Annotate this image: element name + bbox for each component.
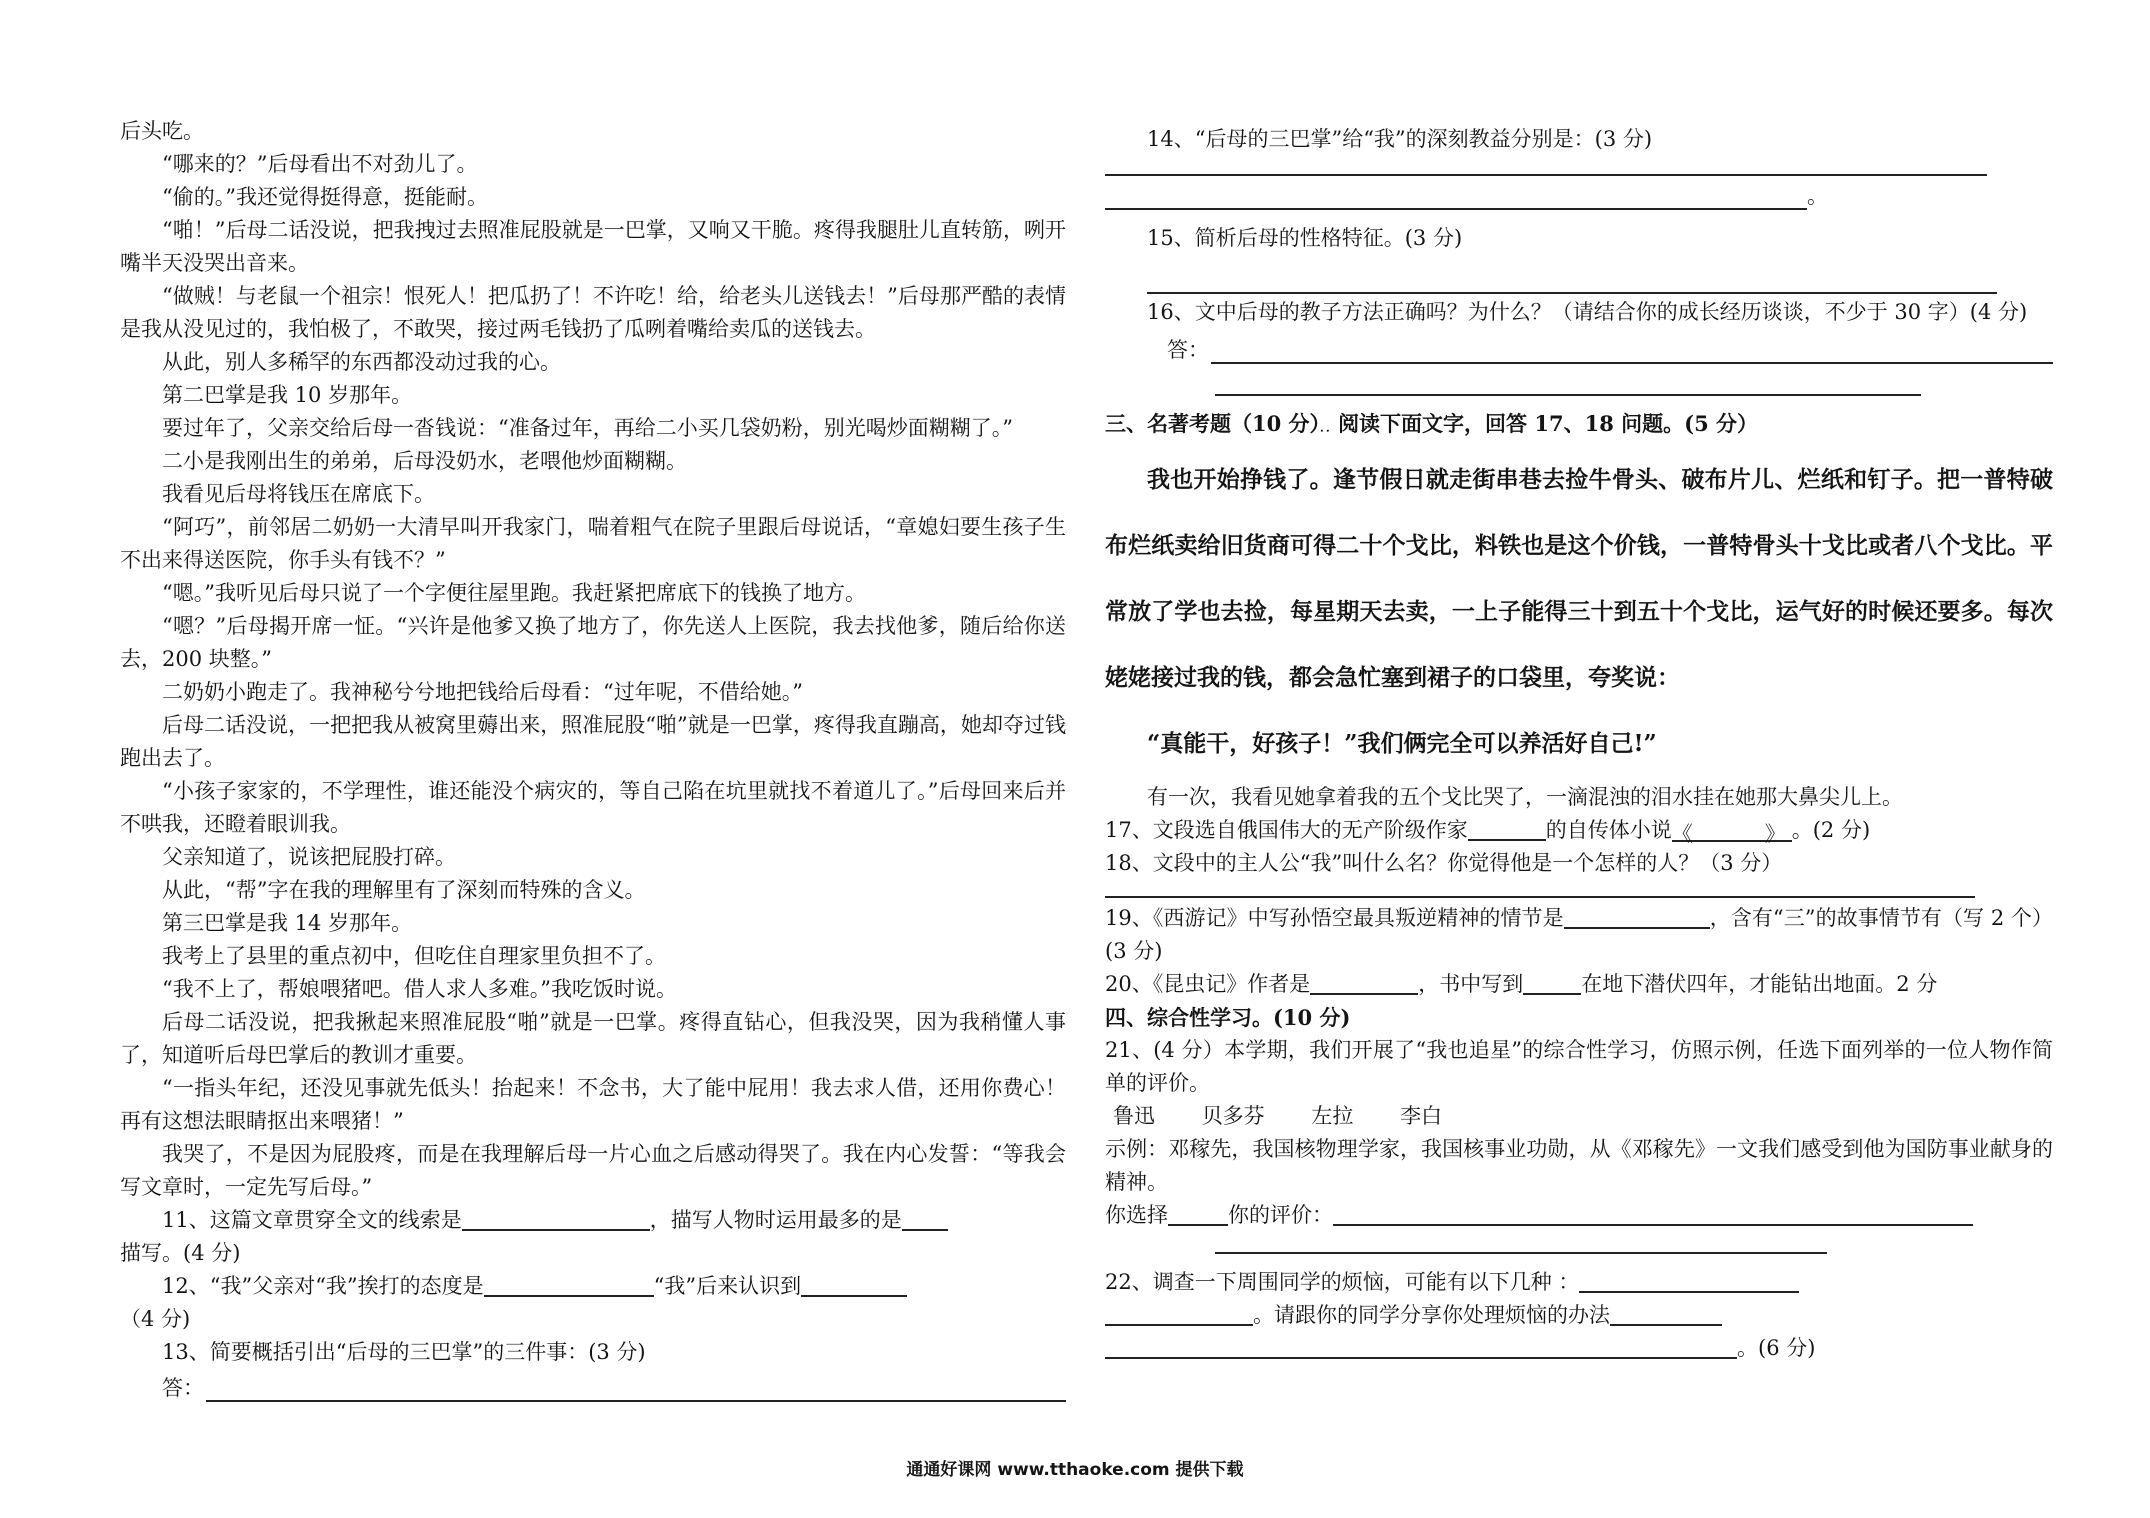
story-paragraph: 后头吃。 [120,119,204,143]
question-15: 15、简析后母的性格特征。(3 分) [1147,226,1463,250]
answer-line[interactable] [1105,156,1987,176]
story-paragraph: 我哭了，不是因为屁股疼，而是在我理解后母一片心血之后感动得哭了。我在内心发誓：“等我会写文章时，一定先写后母。” [120,1142,1066,1199]
section-4-heading: 四、综合性学习。(10 分) [1105,1005,1351,1030]
story-paragraph: “一指头年纪，还没见事就先低头！抬起来！不念书，大了能中屁用！我去求人借，还用你费心！再有这想法眼睛抠出来喂猪！” [120,1076,1066,1133]
answer-row-13: 答： [120,1369,1066,1402]
name-option[interactable]: 贝多芬 [1201,1104,1265,1128]
name-option[interactable]: 鲁迅 [1113,1104,1155,1128]
question-22-end: 。(6 分) [1105,1332,2053,1365]
story-paragraph: 我看见后母将钱压在席底下。 [162,482,435,506]
story-text [120,115,1066,1204]
question-12-cont: （4 分) [120,1307,191,1331]
story-paragraph: 要过年了，父亲交给后母一沓钱说：“准备过年，再给二小买几袋奶粉，别光喝炒面糊糊了。” [162,416,1013,440]
answer-row-16: 答： [1105,330,2053,364]
question-12: 12、“我”父亲对“我”挨打的态度是 “我”后来认识到 [120,1270,1066,1303]
passage-paragraph: “真能干，好孩子！”我们俩完全可以养活好自己!” [1147,730,1657,757]
story-paragraph: “偷的。”我还觉得挺得意，挺能耐。 [162,185,488,209]
question-20: 20、《昆虫记》作者是 ，书中写到 在地下潜伏四年，才能钻出地面。2 分 [1105,972,1938,996]
question-18: 18、文段中的主人公“我”叫什么名？你觉得他是一个怎样的人？（3 分） [1105,851,1783,875]
story-paragraph: 父亲知道了，说该把屁股打碎。 [162,845,456,869]
choose-row: 你选择 你的评价： [1105,1199,2053,1232]
story-paragraph: “啪！”后母二话没说，把我拽过去照准屁股就是一巴掌，又响又干脆。疼得我腿肚儿直转筋，咧开嘴半天没哭出音来。 [120,218,1066,275]
answer-blank[interactable]: 《 》 [1672,818,1792,842]
story-paragraph: “小孩子家家的，不学理性，谁还能没个病灾的，等自己陷在坑里就找不着道儿了。”后母回来后并不哄我，还瞪着眼训我。 [120,779,1066,836]
left-column [120,115,1066,1402]
answer-blank[interactable] [484,1273,654,1297]
story-paragraph: “嗯。”我听见后母只说了一个字便往屋里跑。我赶紧把席底下的钱换了地方。 [162,581,866,605]
question-21: 21、(4 分）本学期，我们开展了“我也追星”的综合性学习，仿照示例，任选下面列举的一位人物作简单的评价。 [1105,1038,2053,1095]
question-11: 11、这篇文章贯穿全文的线索是 ，描写人物时运用最多的是 [120,1204,1066,1237]
story-paragraph: “嗯？”后母揭开席一怔。“兴许是他爹又换了地方了，你先送人上医院，我去找他爹，随后给你送去，200 块整。” [120,614,1066,671]
section-3-heading: 三、名著考题（10 分）．．阅读下面文字，回答 17、18 问题。(5 分） [1105,411,1758,436]
story-paragraph: “阿巧”，前邻居二奶奶一大清早叫开我家门，喘着粗气在院子里跟后母说话，“章媳妇要生孩子生不出来得送医院，你手头有钱不？” [120,515,1066,572]
answer-line[interactable] [1211,340,2053,364]
answer-blank[interactable] [801,1273,907,1297]
answer-blank[interactable] [1523,971,1581,995]
example-text: 示例：邓稼先，我国核物理学家，我国核事业功勋，从《邓稼先》一文我们感受到他为国防事业献身的精神。 [1105,1137,2053,1194]
answer-blank[interactable] [1468,817,1546,841]
story-paragraph: 第二巴掌是我 10 岁那年。 [162,383,413,407]
answer-blank[interactable] [1564,905,1710,929]
name-options [1105,1100,2053,1133]
answer-blank[interactable] [1168,1202,1228,1226]
question-16: 16、文中后母的教子方法正确吗？为什么？（请结合你的成长经历谈谈，不少于 30 字）(4 分) [1147,300,2028,324]
answer-line[interactable] [1105,186,1807,210]
answer-line[interactable] [1105,880,1975,898]
answer-blank[interactable] [1105,1335,1737,1359]
answer-line[interactable] [1215,1232,1827,1254]
right-column [1105,122,2053,1365]
answer-line[interactable] [1147,256,1997,294]
question-14: 14、“后母的三巴掌”给“我”的深刻教益分别是：(3 分) [1147,127,1653,151]
story-paragraph: 第三巴掌是我 14 岁那年。 [162,911,413,935]
answer-line[interactable] [1215,364,1921,396]
story-paragraph: “哪来的？”后母看出不对劲儿了。 [162,152,478,176]
story-paragraph: 从此，“帮”字在我的理解里有了深刻而特殊的含义。 [162,878,646,902]
name-option[interactable]: 李白 [1400,1104,1443,1128]
question-13: 13、简要概括引出“后母的三巴掌”的三件事：(3 分) [162,1340,646,1364]
answer-blank[interactable] [1310,971,1418,995]
answer-blank[interactable] [1579,1269,1799,1293]
question-22-cont: 。请跟你的同学分享你处理烦恼的办法 [1105,1299,2053,1332]
answer-blank[interactable] [462,1207,650,1231]
answer-row-14: 。 [1105,176,2053,210]
story-paragraph: “我不上了，帮娘喂猪吧。借人求人多难。”我吃饭时说。 [162,977,677,1001]
story-paragraph: 我考上了县里的重点初中，但吃住自理家里负担不了。 [162,944,666,968]
passage-paragraph: 我也开始挣钱了。逢节假日就走街串巷去捡牛骨头、破布片儿、烂纸和钉子。把一普特破布烂纸卖给旧货商可得二十个戈比，料铁也是这个价钱，一普特骨头十戈比或者八个戈比。平常放了学也去捡，每星期天去卖，一上子能得三十到五十个戈比，运气好的时候还要多。每次姥姥接过我的钱，都会急忙塞到裙子的口袋里，夸奖说： [1105,466,2053,691]
answer-blank[interactable] [1610,1302,1722,1326]
story-paragraph: “做贼！与老鼠一个祖宗！恨死人！把瓜扔了！不许吃！给，给老头儿送钱去！”后母那严酷的表情是我从没见过的，我怕极了，不敢哭，接过两毛钱扔了瓜咧着嘴给卖瓜的送钱去。 [120,284,1066,341]
question-19: 19、《西游记》中写孙悟空最具叛逆精神的情节是 ，含有“三”的故事情节有（写 2 个）(3 分) [1105,906,2053,963]
story-paragraph: 二小是我刚出生的弟弟，后母没奶水，老喂他炒面糊糊。 [162,449,687,473]
story-paragraph: 后母二话没说，一把把我从被窝里薅出来，照准屁股“啪”就是一巴掌，疼得我直蹦高，她却夺过钱跑出去了。 [120,713,1066,770]
passage-last-line: 有一次，我看见她拿着我的五个戈比哭了，一滴混浊的泪水挂在她那大鼻尖儿上。 [1147,785,1903,809]
story-paragraph: 二奶奶小跑走了。我神秘兮兮地把钱给后母看：“过年呢，不借给她。” [162,680,803,704]
answer-blank[interactable] [1333,1202,1973,1226]
reading-passage [1105,447,2053,777]
footer-source: 通通好课网 www.tthaoke.com 提供下载 [906,1460,1244,1480]
answer-blank[interactable] [1105,1302,1253,1326]
story-paragraph: 从此，别人多稀罕的东西都没动过我的心。 [162,350,561,374]
question-22: 22、调查一下周围同学的烦恼，可能有以下几种 ： [1105,1266,2053,1299]
name-option[interactable]: 左拉 [1311,1104,1354,1128]
question-17: 17、文段选自俄国伟大的无产阶级作家 的自传体小说《 》 。(2 分) [1105,818,1871,846]
question-11-cont: 描写。(4 分) [120,1241,241,1265]
answer-blank[interactable] [902,1207,948,1231]
story-paragraph: 后母二话没说，把我揪起来照准屁股“啪”就是一巴掌。疼得直钻心，但我没哭，因为我稍懂人事了，知道听后母巴掌后的教训才重要。 [120,1010,1066,1067]
answer-line[interactable] [206,1378,1066,1402]
